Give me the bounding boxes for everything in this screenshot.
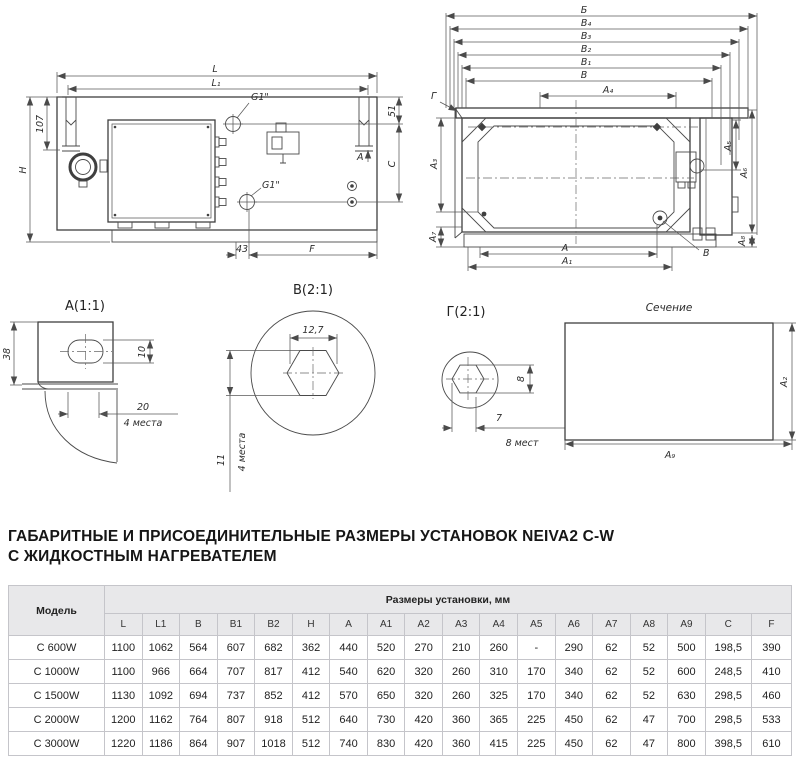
- dim-L1: L₁: [211, 78, 221, 89]
- value-cell: 52: [630, 660, 668, 684]
- column-header: A3: [442, 614, 480, 636]
- top-view: [428, 5, 757, 271]
- column-header-row: [9, 614, 792, 636]
- dim-A8: A₈: [737, 235, 748, 247]
- value-cell: 298,5: [705, 684, 751, 708]
- value-cell: 170: [518, 684, 556, 708]
- table-body: [9, 636, 792, 756]
- value-cell: 298,5: [705, 708, 751, 732]
- detail-g-places: 8 мест: [505, 438, 539, 449]
- value-cell: 707: [217, 660, 255, 684]
- column-header: L1: [142, 614, 180, 636]
- section-title: Сечение: [645, 302, 693, 314]
- model-cell: C 2000W: [9, 708, 105, 732]
- dim-A3: A₃: [429, 158, 440, 170]
- value-cell: 412: [292, 660, 330, 684]
- value-cell: 907: [217, 732, 255, 756]
- column-header: A: [330, 614, 368, 636]
- cable-glands: [215, 137, 226, 207]
- value-cell: 390: [751, 636, 791, 660]
- detail-b-title: В(2:1): [293, 283, 333, 298]
- value-cell: 460: [751, 684, 791, 708]
- value-cell: 225: [518, 732, 556, 756]
- dim-B1: B₁: [580, 57, 592, 68]
- dim-A9: A₉: [664, 450, 676, 461]
- dim-10: 10: [137, 345, 148, 359]
- value-cell: 270: [405, 636, 443, 660]
- dimensions-table: [8, 585, 792, 756]
- g1-port-bottom: [237, 180, 347, 212]
- column-header: A6: [555, 614, 593, 636]
- value-cell: 540: [330, 660, 368, 684]
- column-header: L: [105, 614, 143, 636]
- value-cell: 740: [330, 732, 368, 756]
- dim-43: 43: [235, 244, 249, 255]
- detail-g-title: Г(2:1): [446, 305, 486, 320]
- value-cell: 512: [292, 708, 330, 732]
- dim-A7: A₇: [428, 231, 439, 243]
- value-cell: 607: [217, 636, 255, 660]
- column-header: A1: [367, 614, 405, 636]
- value-cell: 398,5: [705, 732, 751, 756]
- value-cell: 248,5: [705, 660, 751, 684]
- column-header: A2: [405, 614, 443, 636]
- page-title: [8, 527, 792, 567]
- column-header: A8: [630, 614, 668, 636]
- value-cell: 570: [330, 684, 368, 708]
- dim-F: F: [309, 244, 315, 255]
- value-cell: 512: [292, 732, 330, 756]
- value-cell: 360: [442, 708, 480, 732]
- value-cell: 864: [180, 732, 218, 756]
- column-header: F: [751, 614, 791, 636]
- dim-B: B: [580, 70, 588, 81]
- value-cell: 500: [668, 636, 706, 660]
- g1-top-label: G1": [251, 92, 269, 103]
- value-cell: 325: [480, 684, 518, 708]
- value-cell: 918: [255, 708, 293, 732]
- value-cell: 410: [751, 660, 791, 684]
- value-cell: 47: [630, 708, 668, 732]
- value-cell: 340: [555, 684, 593, 708]
- value-cell: 830: [367, 732, 405, 756]
- column-header: B2: [255, 614, 293, 636]
- value-cell: 1100: [105, 660, 143, 684]
- dim-B3: B₃: [580, 31, 592, 42]
- value-cell: 807: [217, 708, 255, 732]
- value-cell: 1130: [105, 684, 143, 708]
- dim-L: L: [212, 64, 218, 75]
- value-cell: 62: [593, 684, 631, 708]
- dim-107: 107: [35, 114, 46, 134]
- value-cell: 440: [330, 636, 368, 660]
- view-a-marker: A: [357, 152, 364, 163]
- column-header: A4: [480, 614, 518, 636]
- value-cell: 620: [367, 660, 405, 684]
- detail-a: [2, 299, 178, 463]
- model-cell: C 1000W: [9, 660, 105, 684]
- value-cell: 700: [668, 708, 706, 732]
- dim-B2: B₂: [580, 44, 592, 55]
- dim-A2: A₂: [779, 376, 790, 388]
- detail-g: [442, 305, 565, 449]
- value-cell: 170: [518, 660, 556, 684]
- table-row: [9, 684, 792, 708]
- detail-b: [216, 283, 375, 492]
- value-cell: 320: [405, 660, 443, 684]
- motor-port: [70, 154, 107, 187]
- value-cell: 966: [142, 660, 180, 684]
- value-cell: 694: [180, 684, 218, 708]
- box-feet: [118, 222, 210, 228]
- table-row: [9, 636, 792, 660]
- dim-8: 8: [516, 375, 527, 383]
- column-header: A5: [518, 614, 556, 636]
- detail-a-title: А(1:1): [65, 299, 105, 314]
- column-header: A7: [593, 614, 631, 636]
- value-cell: 682: [255, 636, 293, 660]
- value-cell: 198,5: [705, 636, 751, 660]
- value-cell: 730: [367, 708, 405, 732]
- value-cell: 260: [442, 684, 480, 708]
- table-row: [9, 732, 792, 756]
- value-cell: 412: [292, 684, 330, 708]
- column-header: B: [180, 614, 218, 636]
- value-cell: 62: [593, 636, 631, 660]
- value-cell: 650: [367, 684, 405, 708]
- value-cell: 1186: [142, 732, 180, 756]
- value-cell: 362: [292, 636, 330, 660]
- callout-B: B: [703, 248, 710, 259]
- value-cell: 210: [442, 636, 480, 660]
- value-cell: 610: [751, 732, 791, 756]
- dim-11: 11: [216, 453, 227, 467]
- value-cell: 415: [480, 732, 518, 756]
- detail-a-places: 4 места: [123, 418, 163, 429]
- dim-51: 51: [387, 104, 398, 118]
- value-cell: 800: [668, 732, 706, 756]
- value-cell: 533: [751, 708, 791, 732]
- value-cell: -: [518, 636, 556, 660]
- value-cell: 420: [405, 708, 443, 732]
- value-cell: 52: [630, 636, 668, 660]
- value-cell: 1220: [105, 732, 143, 756]
- value-cell: 737: [217, 684, 255, 708]
- value-cell: 852: [255, 684, 293, 708]
- value-cell: 62: [593, 708, 631, 732]
- dim-A1: A₁: [561, 256, 573, 267]
- value-cell: 520: [367, 636, 405, 660]
- g1-port-top: [223, 92, 403, 134]
- dim-A: A: [561, 243, 569, 254]
- column-header: A9: [668, 614, 706, 636]
- value-cell: 817: [255, 660, 293, 684]
- page-title-line1: ГАБАРИТНЫЕ И ПРИСОЕДИНИТЕЛЬНЫЕ РАЗМЕРЫ УСТАНОВОК NEIVA2 C-W: [8, 528, 615, 545]
- value-cell: 640: [330, 708, 368, 732]
- value-cell: 564: [180, 636, 218, 660]
- value-cell: 1162: [142, 708, 180, 732]
- value-cell: 1200: [105, 708, 143, 732]
- value-cell: 450: [555, 708, 593, 732]
- value-cell: 320: [405, 684, 443, 708]
- g1-bottom-label: G1": [262, 180, 280, 191]
- value-cell: 365: [480, 708, 518, 732]
- dim-A6: A₆: [739, 167, 750, 179]
- value-cell: 630: [668, 684, 706, 708]
- front-view: [18, 64, 403, 259]
- model-column-header: Модель: [9, 586, 105, 636]
- detail-b-places: 4 места: [237, 432, 248, 472]
- value-cell: 600: [668, 660, 706, 684]
- value-cell: 47: [630, 732, 668, 756]
- value-cell: 310: [480, 660, 518, 684]
- value-cell: 1092: [142, 684, 180, 708]
- column-header: C: [705, 614, 751, 636]
- value-cell: 62: [593, 660, 631, 684]
- value-cell: 260: [442, 660, 480, 684]
- page-title-line2: С ЖИДКОСТНЫМ НАГРЕВАТЕЛЕМ: [8, 548, 277, 566]
- value-cell: 420: [405, 732, 443, 756]
- value-cell: 450: [555, 732, 593, 756]
- value-cell: 764: [180, 708, 218, 732]
- dim-7: 7: [495, 413, 503, 424]
- group-header: Размеры установки, мм: [105, 586, 792, 614]
- value-cell: 62: [593, 732, 631, 756]
- dim-12-7: 12,7: [302, 325, 324, 336]
- table-row: [9, 708, 792, 732]
- dim-B4: B₄: [580, 18, 592, 29]
- model-cell: C 600W: [9, 636, 105, 660]
- value-cell: 225: [518, 708, 556, 732]
- section-view: [565, 302, 796, 461]
- value-cell: 1018: [255, 732, 293, 756]
- callout-G: Г: [431, 91, 437, 102]
- value-cell: 360: [442, 732, 480, 756]
- value-cell: 290: [555, 636, 593, 660]
- model-cell: C 3000W: [9, 732, 105, 756]
- value-cell: 52: [630, 684, 668, 708]
- dim-38: 38: [2, 347, 13, 361]
- value-cell: 260: [480, 636, 518, 660]
- value-cell: 1100: [105, 636, 143, 660]
- dim-B-total: Б: [580, 5, 588, 16]
- dim-C: C: [387, 160, 398, 168]
- pressure-switch: [267, 123, 299, 163]
- dim-20: 20: [136, 402, 150, 413]
- model-cell: C 1500W: [9, 684, 105, 708]
- value-cell: 1062: [142, 636, 180, 660]
- column-header: H: [292, 614, 330, 636]
- value-cell: 340: [555, 660, 593, 684]
- table-row: [9, 660, 792, 684]
- value-cell: 664: [180, 660, 218, 684]
- dim-A5: A₅: [723, 140, 734, 152]
- column-header: B1: [217, 614, 255, 636]
- dim-H: H: [18, 166, 29, 174]
- dim-A4: A₄: [602, 85, 614, 96]
